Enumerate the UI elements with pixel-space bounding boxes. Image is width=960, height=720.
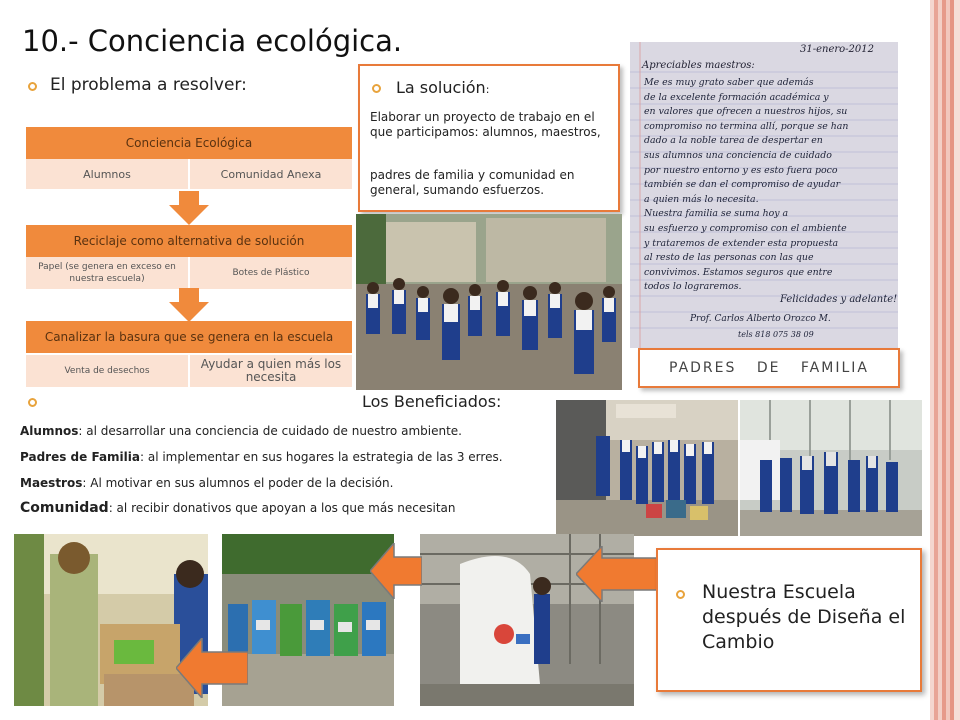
students-photo [356,214,622,390]
slide-title: 10.- Conciencia ecológica. [22,24,403,58]
letter-line: su esfuerzo y compromiso con el ambiente [644,222,847,234]
letter-line: todos lo lograremos. [644,281,742,293]
solution-paragraph: padres de familia y comunidad en general, sumando esfuerzos. [370,168,575,197]
concept-diagram [26,123,352,389]
bullet-icon [28,398,37,407]
beneficiado-text: : al implementar en sus hogares la estrategia de las 3 erres. [139,450,503,464]
bullet-icon [676,590,685,599]
letter-line: convivimos. Estamos seguros que entre [644,266,833,278]
beneficiado-item [20,500,455,516]
beneficiado-term: Alumnos [20,424,79,438]
escuela-text: Nuestra Escuela después de Diseña el Cambio [702,581,906,653]
diagram-band-2: Reciclaje como alternativa de solución [26,225,352,257]
letter-line: al resto de las personas con las que [644,252,814,264]
diagram-cell: Alumnos [26,159,188,189]
letter-signature: Prof. Carlos Alberto Orozco M. [690,314,831,324]
bullet-icon [372,84,381,93]
diagram-band-3: Canalizar la basura que se genera en la escuela [26,321,352,353]
beneficiados-title: Los Beneficiados: [362,392,502,411]
escuela-callout [656,548,922,692]
beneficiado-text: : Al motivar en sus alumnos el poder de la decisión. [82,476,394,490]
diagram-cell: Venta de desechos [26,355,188,387]
letter-line: sus alumnos una conciencia de cuidado [644,149,832,161]
letter-greeting: Apreciables maestros: [642,60,755,71]
arrow-left-icon [576,546,668,602]
arrow-left-icon [176,638,248,698]
diagram-cell: Botes de Plástico [190,257,352,289]
donation-photo-2 [740,400,922,536]
beneficiado-item [20,424,462,438]
beneficiado-item [20,476,393,490]
letter-line: dado a la noble tarea de despertar en [644,135,823,147]
letter-body [644,76,894,295]
down-arrow-icon [169,191,209,225]
beneficiado-term: Comunidad [20,500,109,516]
letter-line: a quien más lo necesita. [644,193,759,205]
diagram-band-1: Conciencia Ecológica [26,127,352,159]
letter-line: y trataremos de extender esta propuesta [644,237,839,249]
solution-title: La solución: [396,78,490,97]
decorative-stripes [930,0,960,720]
beneficiado-term: Maestros [20,476,83,490]
letter-line: de la excelente formación académica y [644,91,829,103]
letter-closing: Felicidades y adelante! [780,294,898,305]
diagram-cell: Ayudar a quien más los necesita [190,355,352,387]
padres-label: PADRES DE FAMILIA [638,348,900,388]
donation-photo-1 [556,400,738,536]
letter-line: Me es muy grato saber que además [644,77,814,88]
beneficiado-text: : al recibir donativos que apoyan a los que más necesitan [108,501,456,515]
down-arrow-icon [169,288,209,322]
solution-paragraph: Elaborar un proyecto de trabajo en el que participamos: alumnos, maestros, [370,110,601,139]
beneficiado-term: Padres de Familia [20,450,140,464]
letter-date: 31-enero-2012 [800,44,875,55]
diagram-cell: Comunidad Anexa [190,159,352,189]
beneficiado-text: : al desarrollar una conciencia de cuidado de nuestro ambiente. [78,424,462,438]
problem-label: El problema a resolver: [50,75,247,95]
bullet-icon [28,82,37,91]
letter-phone: tels 818 075 38 09 [738,330,814,339]
letter-line: Nuestra familia se suma hoy a [644,208,789,220]
diagram-cell: Papel (se genera en exceso en nuestra escuela) [26,257,188,289]
letter-line: compromiso no termina allí, porque se han [644,120,849,132]
beneficiado-item [20,450,503,464]
solution-box [358,64,620,212]
letter-line: por nuestro entorno y es esto fuera poco [644,164,838,176]
letter-line: también se dan el compromiso de ayudar [644,179,841,191]
arrow-left-icon [370,543,422,599]
letter-line: en valores que ofrecen a nuestros hijos, su [644,106,848,118]
letter-photo [630,42,898,348]
